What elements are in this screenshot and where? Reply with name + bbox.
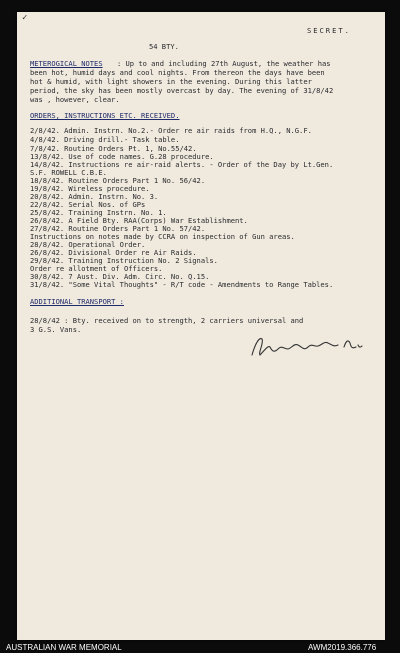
order-entry: S.F. ROWELL C.B.E.	[30, 168, 107, 177]
transport-line-1: 28/8/42 : Bty. received on to strength, 2 carriers universal and	[30, 316, 304, 325]
order-entry: 7/8/42. Routine Orders Pt. 1, No.55/42.	[30, 144, 197, 153]
order-entry: 18/8/42. Routine Orders Part 1 No. 56/42.	[30, 176, 206, 185]
footer-institution: AUSTRALIAN WAR MEMORIAL	[6, 643, 122, 652]
order-entry: 29/8/42. Training Instruction No. 2 Signals.	[30, 256, 218, 265]
order-entry: 30/8/42. 7 Aust. Div. Adm. Circ. No. Q.15.	[30, 272, 210, 281]
order-entry: 20/8/42. Admin. Instrn. No. 3.	[30, 192, 159, 201]
order-entry: Instructions on notes made by CCRA on inspection of Gun areas.	[30, 232, 295, 241]
order-entry: 26/8/42. Divisional Order re Air Raids.	[30, 248, 197, 257]
order-entry: 28/8/42. Operational Order.	[30, 240, 146, 249]
order-entry: Order re allotment of Officers.	[30, 264, 163, 273]
order-entry: 19/8/42. Wireless procedure.	[30, 184, 150, 193]
transport-heading: ADDITIONAL TRANSPORT :	[30, 297, 124, 306]
met-notes-line-1: : Up to and including 27th August, the weather has	[117, 59, 331, 68]
met-notes-heading: METEROGICAL NOTES	[30, 59, 103, 68]
met-notes-line-2: been hot, humid days and cool nights. From thereon the days have been	[30, 68, 325, 77]
transport-line-2: 3 G.S. Vans.	[30, 325, 82, 334]
order-entry: 22/8/42. Serial Nos. of GPs	[30, 200, 146, 209]
order-entry: 26/8/42. A Field Bty. RAA(Corps) War Establishment.	[30, 216, 248, 225]
order-entry: 14/8/42. Instructions re air-raid alerts. - Order of the Day by Lt.Gen.	[30, 160, 334, 169]
order-entry: 13/8/42. Use of code names. G.28 procedure.	[30, 152, 214, 161]
order-entry: 25/8/42. Training Instrn. No. 1.	[30, 208, 167, 217]
order-entry: 2/8/42. Admin. Instrn. No.2.- Order re air raids from H.Q., N.G.F.	[30, 126, 312, 135]
order-entry: 4/8/42. Driving drill.- Task table.	[30, 135, 180, 144]
met-notes-line-4: period, the sky has been mostly overcast by day. The evening of 31/8/42	[30, 86, 334, 95]
classification-label: SECRET.	[307, 26, 351, 35]
met-notes-line-3: hot & humid, with light showers in the evening. During this latter	[30, 77, 312, 86]
orders-heading: ORDERS, INSTRUCTIONS ETC. RECEIVED.	[30, 111, 180, 120]
handwritten-signature	[248, 333, 364, 359]
margin-mark: ✓	[22, 13, 28, 23]
unit-title: 54 BTY.	[149, 42, 179, 51]
footer-accession-number: AWM2019.366.776	[308, 643, 377, 652]
met-notes-line-5: was , however, clear.	[30, 95, 120, 104]
order-entry: 27/8/42. Routine Orders Part 1 No. 57/42.	[30, 224, 206, 233]
order-entry: 31/8/42. "Some Vital Thoughts" - R/T code - Amendments to Range Tables.	[30, 280, 334, 289]
